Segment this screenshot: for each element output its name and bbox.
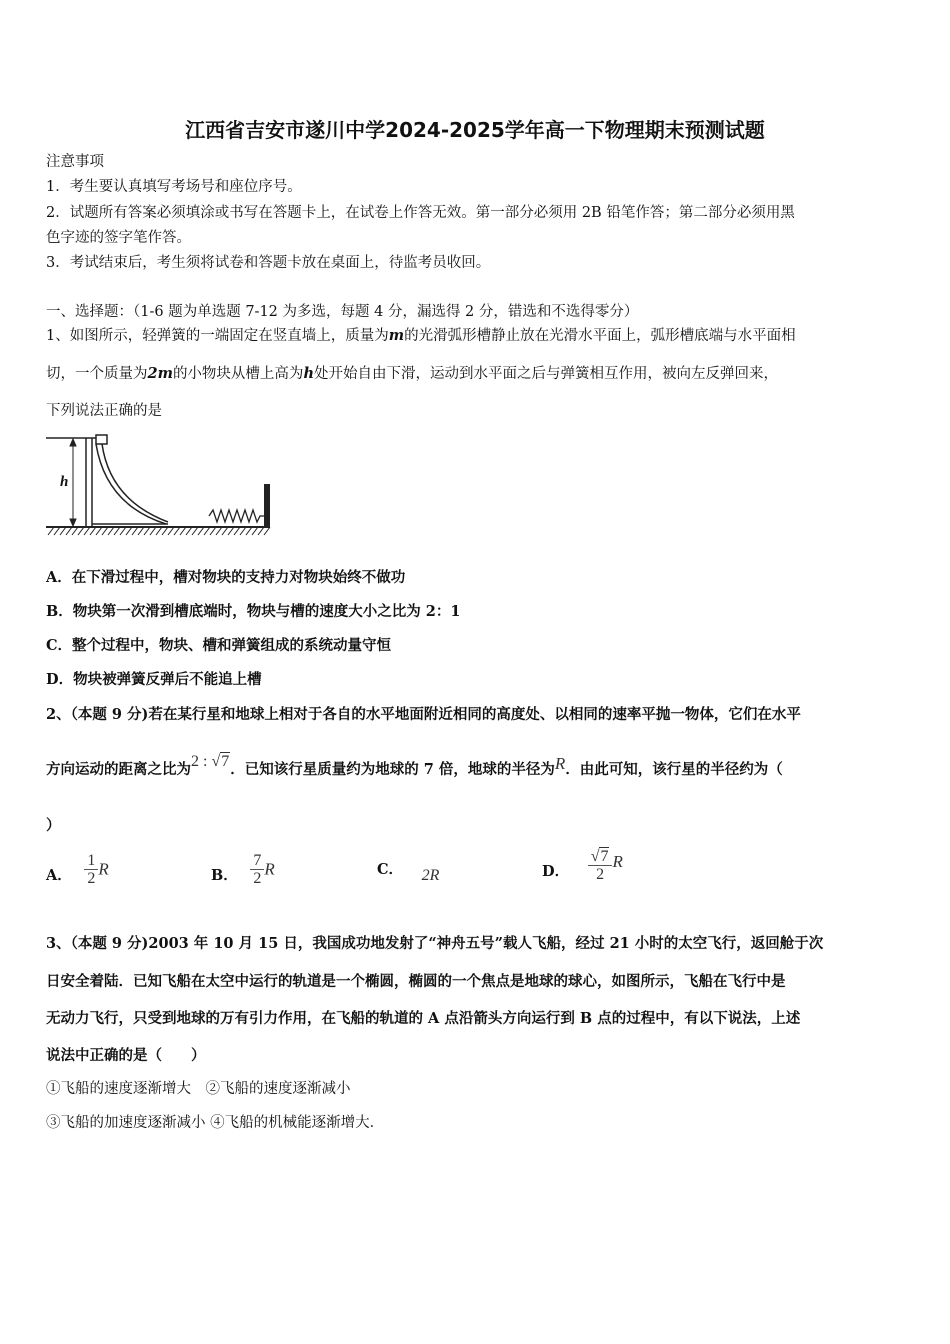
- ground-hatch-line: [264, 527, 270, 535]
- ground-hatch-line: [102, 527, 108, 535]
- notice-item-2: 2．试题所有答案必须填涂或书写在答题卡上，在试卷上作答无效。第一部分必须用 2B 铅笔作答；第二部分必须用黑: [46, 205, 795, 221]
- ground-hatch-line: [216, 527, 222, 535]
- ground-hatch-line: [186, 527, 192, 535]
- q1-line3: 下列说法正确的是: [46, 403, 162, 419]
- q3-line1: 3、（本题 9 分)2003 年 10 月 15 日，我国成功地发射了“神舟五号”载人飞船，经过 21 小时的太空飞行，返回舱于次: [46, 935, 824, 952]
- q1-option-b: B．物块第一次滑到槽底端时，物块与槽的速度大小之比为 2：1: [46, 603, 461, 620]
- ground-hatch-line: [60, 527, 66, 535]
- q2-option-b: B． $\frac{7}{2}$ R: [211, 852, 275, 887]
- q1-line1: 1、如图所示，轻弹簧的一端固定在竖直墙上，质量为m的光滑弧形槽静止放在光滑水平面上，弧形槽底端与水平面相: [46, 327, 796, 344]
- q3-line4: 说法中正确的是（ ）: [46, 1047, 206, 1064]
- ground-hatch-line: [114, 527, 120, 535]
- q2-line3: ）: [46, 817, 61, 834]
- ground-hatch-line: [168, 527, 174, 535]
- ground-hatch-line: [222, 527, 228, 535]
- q2-option-c: C． 2R: [377, 861, 440, 884]
- ground-hatch-line: [66, 527, 72, 535]
- q2-option-d: D． $\frac{√7}{2}$ R: [542, 848, 623, 883]
- ground-hatch-line: [150, 527, 156, 535]
- spring: [209, 510, 264, 522]
- height-label: h: [60, 474, 69, 490]
- ground-hatch-line: [246, 527, 252, 535]
- ground-hatch-line: [138, 527, 144, 535]
- q3-line3: 无动力飞行，只受到地球的万有引力作用，在飞船的轨道的 A 点沿箭头方向运行到 B 点的过程中，有以下说法，上述: [46, 1010, 801, 1027]
- ground-hatch-line: [126, 527, 132, 535]
- ground-hatch-line: [198, 527, 204, 535]
- ground-hatch-line: [78, 527, 84, 535]
- ground-hatch-line: [174, 527, 180, 535]
- q2-option-a: A． $\frac{1}{2}$ R: [46, 852, 109, 887]
- ground: [46, 527, 270, 535]
- notice-item-1: 1．考生要认真填写考场号和座位序号。: [46, 179, 302, 195]
- exam-title: 江西省吉安市遂川中学2024-2025学年高一下物理期末预测试题: [185, 118, 765, 142]
- q3-line2: 日安全着陆．已知飞船在太空中运行的轨道是一个椭圆，椭圆的一个焦点是地球的球心，如图所示，飞船在飞行中是: [46, 973, 786, 990]
- arc-groove: [86, 438, 168, 526]
- spring-slope-figure: [44, 430, 276, 542]
- q1-option-c: C．整个过程中，物块、槽和弹簧组成的系统动量守恒: [46, 637, 392, 654]
- section1-heading: 一、选择题：（1-6 题为单选题 7-12 为多选，每题 4 分，漏选得 2 分，错选和不选得零分）: [46, 304, 639, 320]
- ground-hatch-line: [48, 527, 54, 535]
- notice-heading: 注意事项: [46, 154, 104, 170]
- ground-hatch-line: [54, 527, 60, 535]
- notice-item-3: 3．考试结束后，考生须将试卷和答题卡放在桌面上，待监考员收回。: [46, 255, 491, 271]
- q1-line2: 切，一个质量为2m的小物块从槽上高为h处开始自由下滑，运动到水平面之后与弹簧相互作用，被向左反弹回来，: [46, 365, 778, 382]
- q1-option-a: A．在下滑过程中，槽对物块的支持力对物块始终不做功: [46, 569, 406, 586]
- q2-line2: 方向运动的距离之比为2 : √7．已知该行星质量约为地球的 7 倍，地球的半径为R．由此可知，该行星的半径约为（: [46, 753, 783, 778]
- ground-hatch-line: [162, 527, 168, 535]
- ground-hatch-line: [156, 527, 162, 535]
- ground-hatch-line: [132, 527, 138, 535]
- ground-hatch-line: [210, 527, 216, 535]
- ground-hatch-line: [72, 527, 78, 535]
- ground-hatch-line: [96, 527, 102, 535]
- ground-hatch-line: [192, 527, 198, 535]
- q2-line1: 2、（本题 9 分)若在某行星和地球上相对于各自的水平地面附近相同的高度处、以相同的速率平抛一物体，它们在水平: [46, 706, 801, 723]
- q1-option-d: D．物块被弹簧反弹后不能追上槽: [46, 671, 262, 688]
- ground-hatch-line: [204, 527, 210, 535]
- q3-statements-1: ①飞船的速度逐渐增大 ②飞船的速度逐渐减小: [46, 1081, 351, 1097]
- height-marker: [46, 438, 102, 526]
- wall: [264, 484, 270, 527]
- ground-hatch-line: [120, 527, 126, 535]
- q3-statements-2: ③飞船的加速度逐渐减小 ④飞船的机械能逐渐增大．: [46, 1115, 385, 1131]
- ground-hatch-line: [234, 527, 240, 535]
- ground-hatch-line: [180, 527, 186, 535]
- ground-hatch-line: [252, 527, 258, 535]
- ground-hatch-line: [90, 527, 96, 535]
- ground-hatch-line: [84, 527, 90, 535]
- notice-item-2-cont: 色字迹的签字笔作答。: [46, 230, 191, 246]
- ground-hatch-line: [240, 527, 246, 535]
- small-block: [96, 435, 107, 444]
- ground-hatch-line: [108, 527, 114, 535]
- ground-hatch-line: [144, 527, 150, 535]
- ground-hatch-line: [258, 527, 264, 535]
- ground-hatch-line: [228, 527, 234, 535]
